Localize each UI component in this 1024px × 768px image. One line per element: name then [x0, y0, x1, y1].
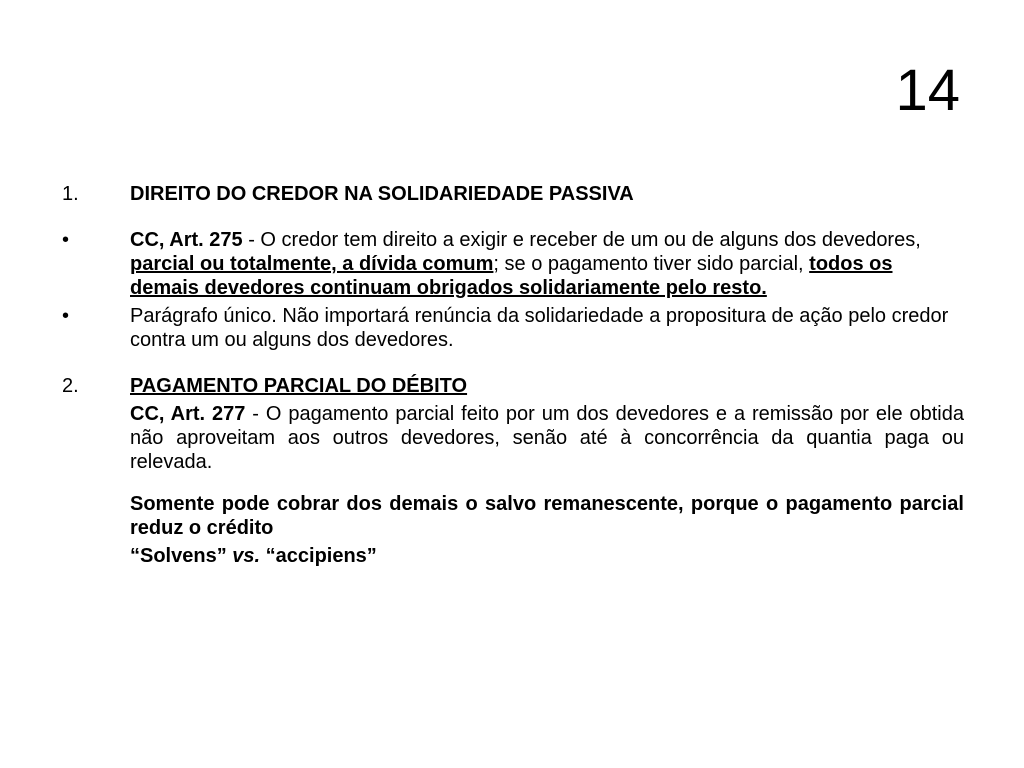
section-1-heading [62, 182, 964, 206]
accipiens-label: “accipiens” [265, 545, 377, 567]
bullet-art-275 [62, 228, 964, 300]
art-275-emphasis-a: parcial ou totalmente, a dívida comum [130, 253, 494, 275]
paragrafo-unico-text: Parágrafo único. Não importará renúncia da solidariedade a propositura de ação pelo credor contra um ou alguns dos devedores. [130, 305, 949, 351]
note-text: Somente pode cobrar dos demais o salvo remanescente, porque o pagamento parcial reduz o crédito [130, 493, 964, 539]
art-277-body: - O pagamento parcial feito por um dos devedores e a remissão por ele obtida não aproveitam aos outros devedores, senão até à concorrência da quantia paga ou relevada. [130, 403, 964, 473]
note-block [62, 492, 964, 540]
bullet-marker: • [62, 305, 70, 327]
art-277-block [62, 402, 964, 474]
art-275-text [130, 228, 964, 300]
section-2-title: PAGAMENTO PARCIAL DO DÉBITO [130, 375, 468, 397]
section-1-number: 1. [62, 183, 79, 205]
bullet-paragrafo-unico [62, 304, 964, 352]
section-1-title: DIREITO DO CREDOR NA SOLIDARIEDADE PASSIVA [130, 183, 634, 205]
art-275-ref: CC, Art. 275 [130, 229, 243, 251]
art-275-text-b: ; se o pagamento tiver sido parcial, [493, 253, 810, 275]
art-277-ref: CC, Art. 277 [130, 403, 246, 425]
art-277-text [130, 402, 964, 474]
slide-content [62, 182, 964, 568]
section-2-heading [62, 374, 964, 398]
solvens-label: “Solvens” [130, 545, 227, 567]
bullet-marker: • [62, 229, 70, 251]
slide-number: 14 [895, 58, 960, 123]
solvens-accipiens-line [62, 544, 964, 568]
vs-label: vs. [232, 545, 261, 567]
art-275-text-a: - O credor tem direito a exigir e receber de um ou de alguns dos devedores, [242, 229, 921, 251]
section-2-number: 2. [62, 375, 79, 397]
art-275-emphasis-b: todos os demais devedores continuam obrigados solidariamente pelo resto. [130, 253, 893, 299]
